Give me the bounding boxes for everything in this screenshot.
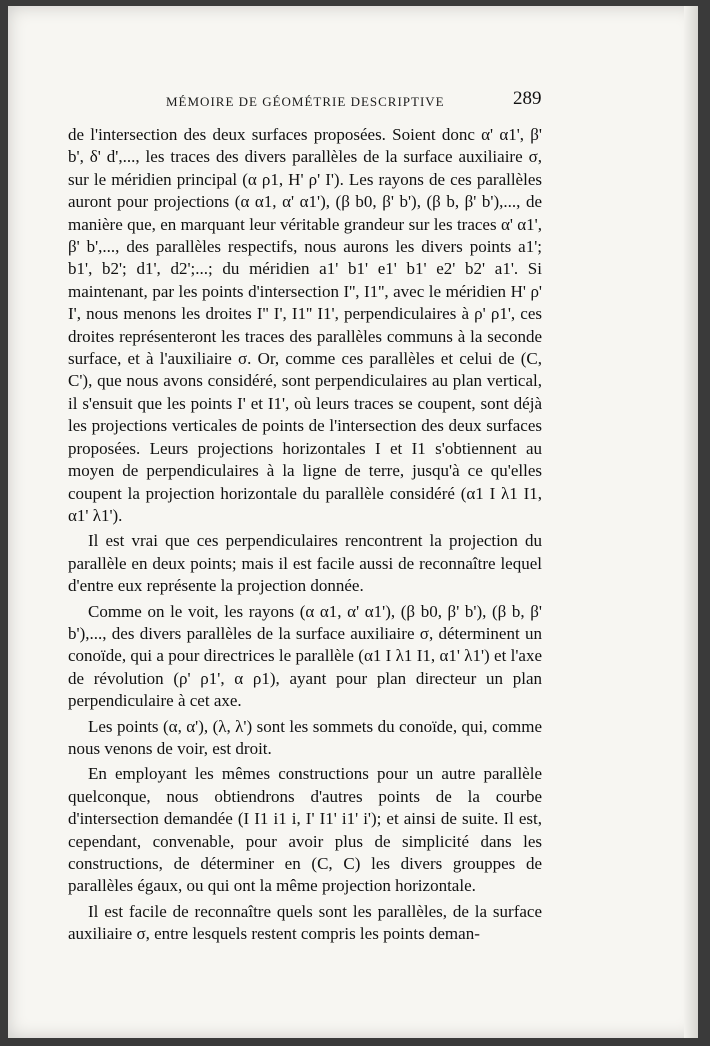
paragraph: Les points (α, α'), (λ, λ') sont les sommets du conoïde, qui, comme nous venons de voir, est droit. (68, 716, 542, 758)
body-text (68, 124, 542, 949)
paragraph: En employant les mêmes constructions pour un autre parallèle quelconque, nous obtiendrons d'autres points de la courbe d'intersection demandée (I I1 i1 i, I' I1' i1' i'); et ainsi de suite. Il est, cependant, convenable, pour avoir plus de simplicité dans les constructions, de déterminer en (C, C) les divers grouppes de parallèles égaux, ou qui ont la même projection horizontale. (68, 764, 542, 896)
running-title: MÉMOIRE DE GÉOMÉTRIE DESCRIPTIVE (166, 94, 445, 109)
paragraph: de l'intersection des deux surfaces proposées. Soient donc α' α1', β' b', δ' d',..., les traces des divers parallèles de la surface auxiliaire σ, sur le méridien principal (α ρ1, H' ρ' I'). Les rayons de ces parallèles auront pour projections (α α1, α' α1'), (β b0, β' b'), (β b, β' b'),..., de manière que, en marquant leur véritable grandeur sur les traces α' α1', β' b',..., des parallèles respectifs, nous aurons les divers points a1'; b1', b2'; d1', d2';...; du méridien a1' b1' e1' b1' e2' b2' a1'. Si maintenant, par les points d'intersection I'', I1'', avec le méridien H' ρ' I', nous menons les droites I'' I', I1'' I1', perpendiculaires à ρ' ρ1', ces droites représenteront les traces des parallèles communs à la seconde surface, et à l'auxiliaire σ. Or, comme ces parallèles et celui de (C, C'), que nous avons considéré, sont perpendiculaires au plan vertical, il s'ensuit que les points I' et I1', où leurs traces se coupent, sont déjà les projections verticales de points de l'intersection des deux surfaces proposées. Leurs projections horizontales I et I1 s'obtiennent au moyen de perpendiculaires à la ligne de terre, jusqu'à ce qu'elles coupent la projection horizontale du parallèle considéré (α1 I λ1 I1, α1' λ1'). (68, 125, 542, 525)
paragraph: Il est vrai que ces perpendiculaires rencontrent la projection du parallèle en deux points; mais il est facile aussi de reconnaître lequel d'entre eux représente la projection donnée. (68, 531, 542, 596)
paragraph: Comme on le voit, les rayons (α α1, α' α1'), (β b0, β' b'), (β b, β' b'),..., des divers parallèles de la surface auxiliaire σ, déterminent un conoïde, qui a pour directrices le parallèle (α1 I λ1 I1, α1' λ1') et l'axe de révolution (ρ' ρ1', α ρ1), ayant pour plan directeur un plan perpendiculaire à cet axe. (68, 601, 542, 711)
paragraph: Il est facile de reconnaître quels sont les parallèles, de la surface auxiliaire σ, entre lesquels restent compris les points deman- (68, 901, 542, 944)
page-number: 289 (513, 88, 542, 109)
page-spine-shadow (684, 6, 698, 1038)
page-sheet (8, 6, 698, 1038)
